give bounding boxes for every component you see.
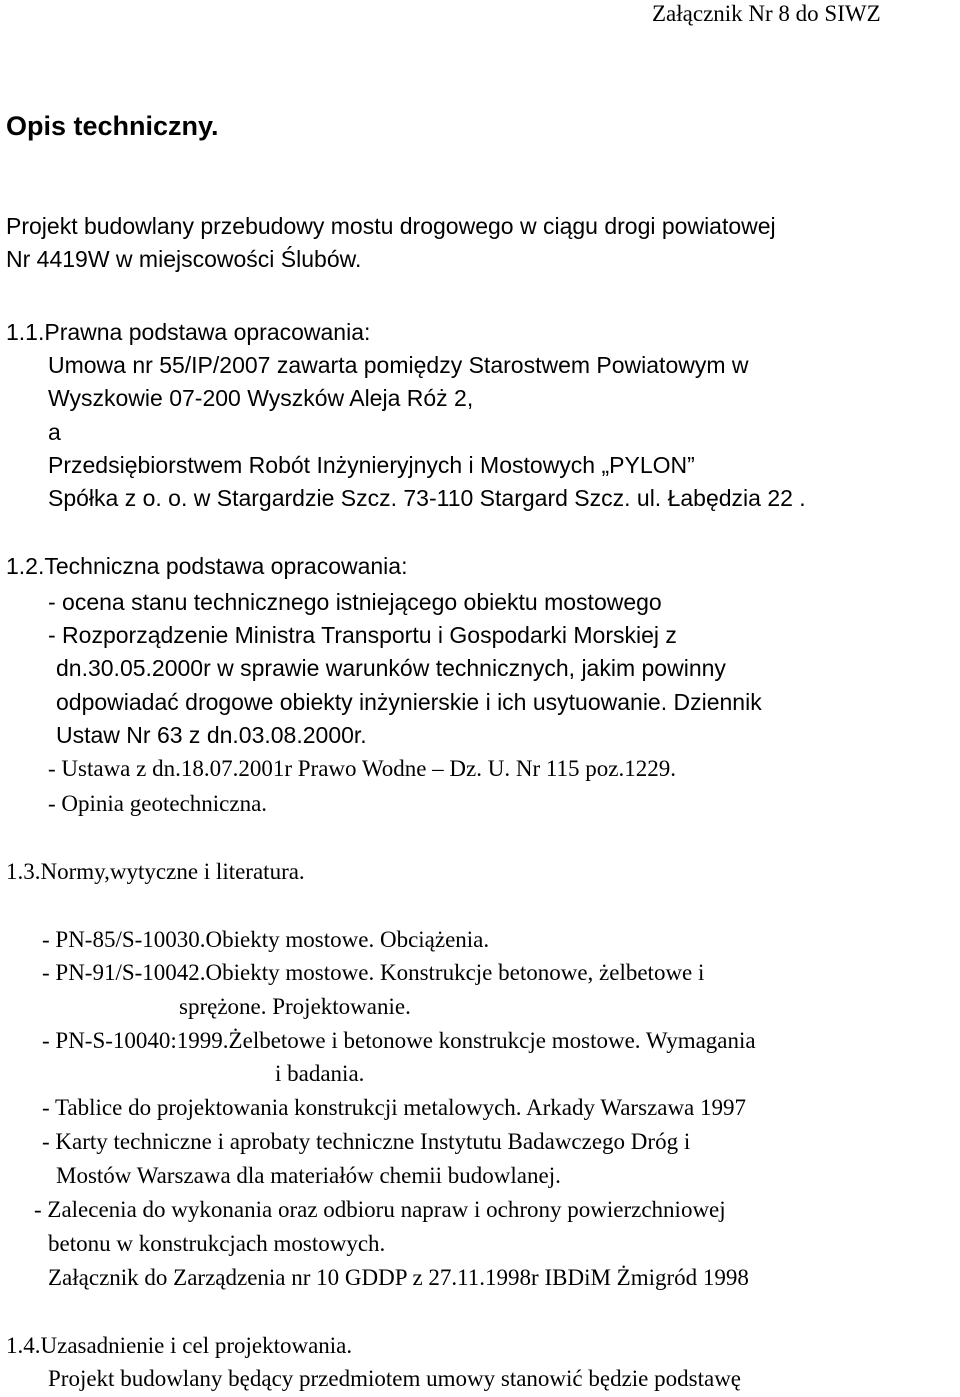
section-1-3-line: i badania. — [275, 1061, 365, 1086]
section-1-3-line: Mostów Warszawa dla materiałów chemii budowlanej. — [56, 1163, 561, 1188]
section-1-3-heading: 1.3.Normy,wytyczne i literatura. — [6, 859, 305, 884]
section-1-4-line: Projekt budowlany będący przedmiotem umowy stanowić będzie podstawę — [48, 1366, 742, 1391]
section-1-1-line: Spółka z o. o. w Stargardzie Szcz. 73-110 Stargard Szcz. ul. Łabędzia 22 . — [48, 485, 806, 511]
section-1-3-line: - Zalecenia do wykonania oraz odbioru napraw i ochrony powierzchniowej — [34, 1197, 726, 1222]
section-1-1-line: Przedsiębiorstwem Robót Inżynieryjnych i Mostowych „PYLON” — [48, 452, 695, 478]
section-1-2-line: Ustaw Nr 63 z dn.03.08.2000r. — [56, 722, 367, 748]
project-description-line-1: Projekt budowlany przebudowy mostu drogowego w ciągu drogi powiatowej — [6, 213, 776, 239]
page-title: Opis techniczny. — [6, 111, 219, 141]
section-1-3-line: Załącznik do Zarządzenia nr 10 GDDP z 27.11.1998r IBDiM Żmigród 1998 — [48, 1265, 749, 1290]
section-1-3-line: - PN-85/S-10030.Obiekty mostowe. Obciążenia. — [42, 927, 490, 952]
section-1-2-line: - Opinia geotechniczna. — [48, 791, 268, 816]
project-description-line-2: Nr 4419W w miejscowości Ślubów. — [6, 246, 362, 272]
section-1-2-line: odpowiadać drogowe obiekty inżynierskie i ich usytuowanie. Dziennik — [56, 689, 762, 715]
section-1-3-line: - PN-S-10040:1999.Żelbetowe i betonowe konstrukcje mostowe. Wymagania — [42, 1028, 756, 1053]
section-1-2-line: dn.30.05.2000r w sprawie warunków technicznych, jakim powinny — [56, 655, 726, 681]
section-1-2-line: - Rozporządzenie Ministra Transportu i Gospodarki Morskiej z — [48, 622, 677, 648]
section-1-3-line: sprężone. Projektowanie. — [179, 994, 411, 1019]
section-1-2-line: - ocena stanu technicznego istniejącego obiektu mostowego — [48, 589, 662, 615]
section-1-1-heading: 1.1.Prawna podstawa opracowania: — [6, 319, 371, 345]
section-1-1-line: Wyszkowie 07-200 Wyszków Aleja Róż 2, — [48, 385, 474, 411]
section-1-3-line: - Karty techniczne i aprobaty techniczne Instytutu Badawczego Dróg i — [42, 1129, 691, 1154]
section-1-1-line: Umowa nr 55/IP/2007 zawarta pomiędzy Starostwem Powiatowym w — [48, 352, 749, 378]
section-1-2-heading: 1.2.Techniczna podstawa opracowania: — [6, 553, 408, 579]
section-1-3-line: - Tablice do projektowania konstrukcji metalowych. Arkady Warszawa 1997 — [42, 1095, 747, 1120]
section-1-3-line: - PN-91/S-10042.Obiekty mostowe. Konstrukcje betonowe, żelbetowe i — [42, 960, 705, 985]
attachment-label: Załącznik Nr 8 do SIWZ — [652, 1, 881, 26]
section-1-4-heading: 1.4.Uzasadnienie i cel projektowania. — [6, 1333, 353, 1358]
section-1-1-line: a — [48, 419, 61, 445]
section-1-2-line: - Ustawa z dn.18.07.2001r Prawo Wodne – Dz. U. Nr 115 poz.1229. — [48, 756, 676, 781]
section-1-3-line: betonu w konstrukcjach mostowych. — [48, 1231, 386, 1256]
